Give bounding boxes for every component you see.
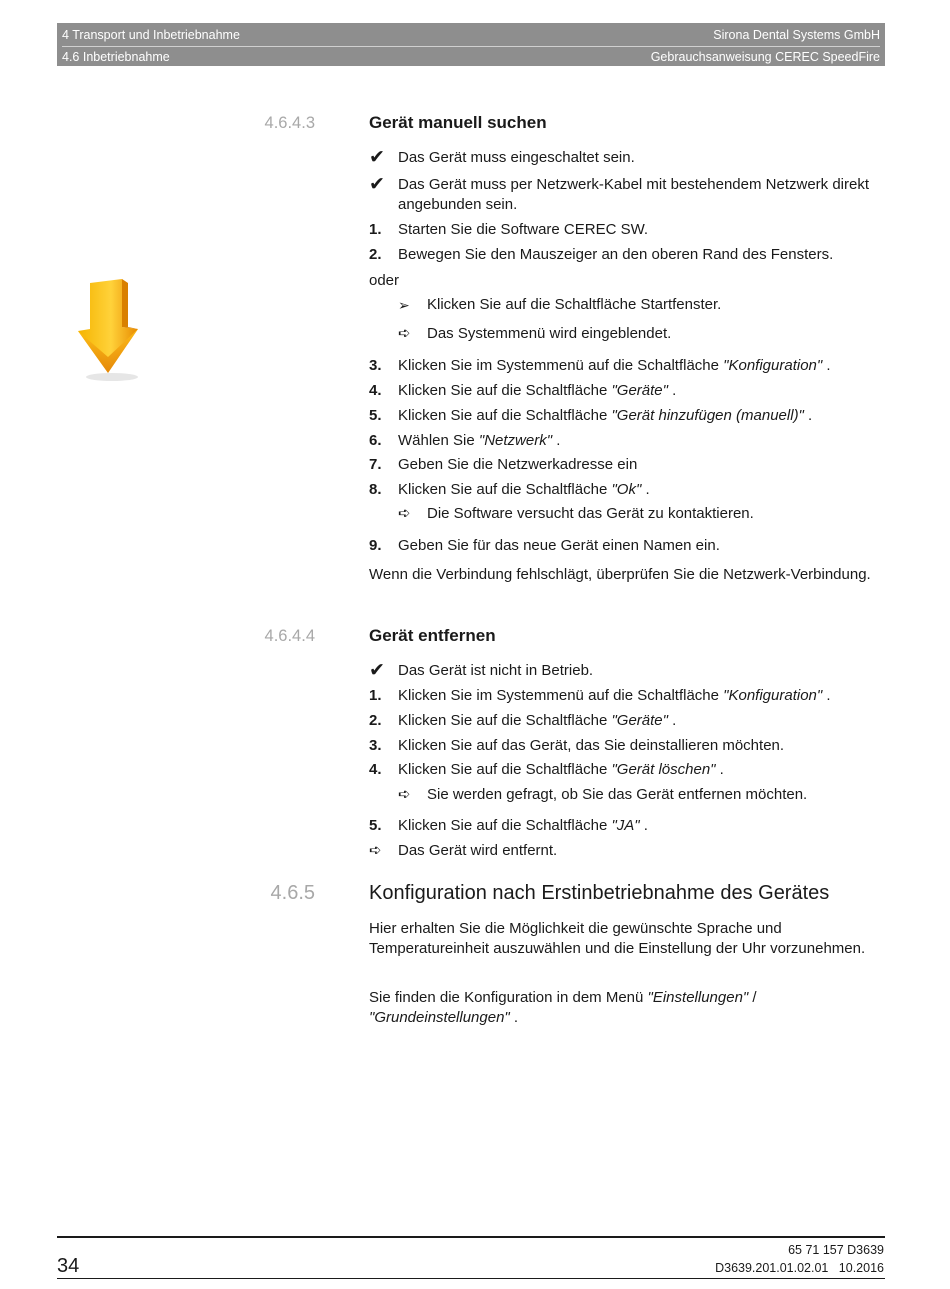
header-manual: Gebrauchsanweisung CEREC SpeedFire	[650, 50, 880, 64]
step-item: 9. Geben Sie für das neue Gerät einen Namen ein.	[369, 537, 720, 554]
result-item: ➪ Sie werden gefragt, ob Sie das Gerät entfernen möchten.	[398, 786, 808, 803]
arrow-right-icon: ➢	[398, 297, 410, 313]
result-arrow-icon: ➪	[369, 842, 382, 859]
step-item: 4. Klicken Sie auf die Schaltfläche "Gerät löschen" .	[369, 761, 724, 778]
result-item: ➪ Die Software versucht das Gerät zu kontaktieren.	[398, 505, 754, 522]
page-number: 34	[57, 1255, 80, 1277]
header-chapter: 4 Transport und Inbetriebnahme	[62, 28, 240, 42]
step-item: 2. Bewegen Sie den Mauszeiger an den oberen Rand des Fensters.	[369, 246, 834, 263]
step-item: 6. Wählen Sie "Netzwerk" .	[369, 432, 561, 449]
prerequisite-item: ✔ Das Gerät muss eingeschaltet sein.	[369, 147, 635, 168]
result-item: ➪ Das Gerät wird entfernt.	[369, 842, 558, 859]
down-arrow-icon	[72, 277, 142, 383]
step-item: 1. Starten Sie die Software CEREC SW.	[369, 221, 649, 238]
section-number: 4.6.5	[270, 882, 315, 904]
body-paragraph: Hier erhalten Sie die Möglichkeit die gewünschte Sprache und Temperatureinheit auszuwählen und die Einstellung der Uhr vorzunehmen.	[369, 920, 866, 957]
footer-rule	[57, 1278, 885, 1279]
or-label: oder	[369, 272, 400, 289]
header-company: Sirona Dental Systems GmbH	[713, 28, 880, 42]
action-item: ➢ Klicken Sie auf die Schaltfläche Startfenster.	[398, 296, 722, 313]
body-paragraph: Sie finden die Konfiguration in dem Menü "Einstellungen" / "Grundeinstellungen" .	[369, 989, 757, 1026]
check-icon: ✔	[369, 174, 385, 195]
note-paragraph: Wenn die Verbindung fehlschlägt, überprüfen Sie die Netzwerk-Verbindung.	[369, 566, 871, 583]
footer-rule	[57, 1236, 885, 1238]
step-item: 4. Klicken Sie auf die Schaltfläche "Geräte" .	[369, 382, 677, 399]
result-arrow-icon: ➪	[398, 786, 411, 803]
step-item: 8. Klicken Sie auf die Schaltfläche "Ok" .	[369, 481, 650, 498]
section-number: 4.6.4.4	[264, 627, 315, 645]
section-title: Gerät manuell suchen	[369, 113, 547, 132]
step-item: 2. Klicken Sie auf die Schaltfläche "Geräte" .	[369, 712, 677, 729]
prerequisite-item: ✔ Das Gerät muss per Netzwerk-Kabel mit bestehendem Netzwerk direkt angebunden sein.	[369, 174, 870, 213]
doc-number: 65 71 157 D3639	[788, 1243, 884, 1257]
step-item: 5. Klicken Sie auf die Schaltfläche "JA" .	[369, 817, 648, 834]
prerequisite-item: ✔ Das Gerät ist nicht in Betrieb.	[369, 660, 594, 681]
check-icon: ✔	[369, 660, 385, 681]
header-section: 4.6 Inbetriebnahme	[62, 50, 170, 64]
result-item: ➪ Das Systemmenü wird eingeblendet.	[398, 325, 672, 342]
step-item: 1. Klicken Sie im Systemmenü auf die Schaltfläche "Konfiguration" .	[369, 687, 831, 704]
page-header	[57, 23, 885, 66]
step-item: 5. Klicken Sie auf die Schaltfläche "Gerät hinzufügen (manuell)" .	[369, 407, 813, 424]
step-item: 3. Klicken Sie im Systemmenü auf die Schaltfläche "Konfiguration" .	[369, 357, 831, 374]
section-heading-4644	[0, 624, 900, 648]
section-title: Konfiguration nach Erstinbetriebnahme des Gerätes	[369, 882, 830, 904]
section-title: Gerät entfernen	[369, 626, 496, 645]
section-number: 4.6.4.3	[264, 114, 315, 132]
result-arrow-icon: ➪	[398, 505, 411, 522]
result-arrow-icon: ➪	[398, 325, 411, 342]
section-heading-4643	[0, 111, 900, 135]
step-item: 3. Klicken Sie auf das Gerät, das Sie deinstallieren möchten.	[369, 737, 785, 754]
check-icon: ✔	[369, 147, 385, 168]
doc-reference: D3639.201.01.02.01 10.2016	[715, 1261, 884, 1275]
step-item: 7. Geben Sie die Netzwerkadresse ein	[369, 456, 638, 473]
section-heading-465	[0, 881, 900, 905]
